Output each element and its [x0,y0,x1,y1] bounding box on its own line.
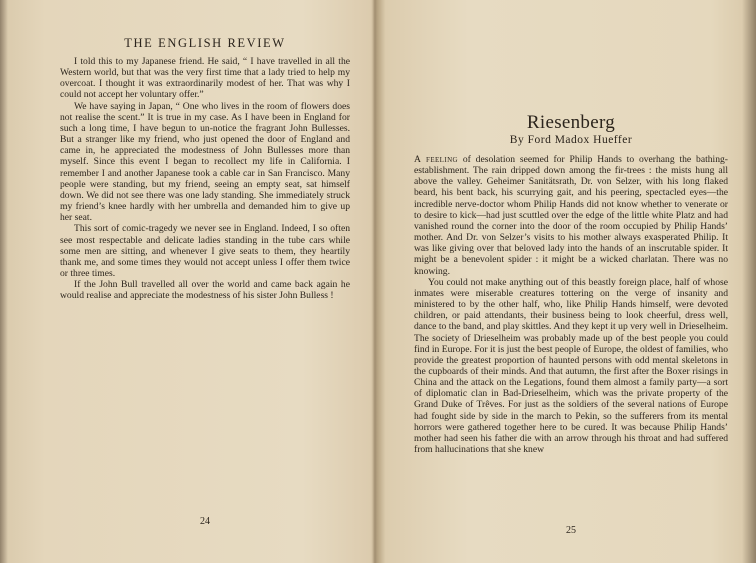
paragraph: If the John Bull travelled all over the world and came back again he would realise and appreciate the modestness of his sister John Bulless ! [60,279,350,302]
paragraph-text: of desolation seemed for Philip Hands to overhang the bathing-establishment. The rain dripped down among the fir-trees : the mists hung all above the valley. Geheimer Sanitätsrath, Dr. von Selzer, with his long flaked beard, his bent back, his scurrying gait, and his peering, spectacled eyes—the incredible nerve-doctor whom Philip Hands did not know whether to venerate or to desire to kick—had just scuttled over the edge of the little white Platz and had vanished round the corner into the door of the room occupied by Philip Hands’ mother. And Dr. von Selzer’s visits to his mother always exasperated Philip. It was like giving over that beloved lady into the hands of an inscrutable spider. It might be a benevolent spider : it might be a wicked charlatan. There was no knowing. [414,154,728,277]
book-gutter [372,0,378,563]
left-page-body [60,56,350,301]
page-number: 24 [200,516,210,527]
paragraph: I told this to my Japanese friend. He said, “ I have travelled in all the Western world, but that was the very first time that a lady tried to help my overcoat. I thought it was extraordinarily modest of her. That was why I could not accept her voluntary offer.” [60,56,350,101]
page-edge-shadow-right [742,0,756,563]
paragraph-opening [414,154,728,277]
article-byline: By Ford Madox Hueffer [509,134,633,146]
right-page-body [414,154,728,455]
running-head: THE ENGLISH REVIEW [124,36,286,50]
lead-small-caps: A feeling [414,154,458,165]
right-page [414,0,728,563]
paragraph: We have saying in Japan, “ One who lives in the room of flowers does not realise the scent.” It is true in my case. As I have been in England for such a long time, I have begun to un-notice the fragrant John Bullesses. But a stranger like my friend, who just opened the door of England and came in, he appreciated the modestness of John Bullesses more than myself. Since this event I began to recollect my life in California. I remember I and another Japanese took a cable car in San Francisco. Many people were standing, but my friend, seeing an empty seat, sat himself down. We did not see there was one lady standing. She immediately struck my friend’s knee hardly with her umbrella and demanded him to give up her seat. [60,100,350,224]
paragraph: This sort of comic-tragedy we never see in England. Indeed, I so often see most respectable and delicate ladies standing in the tube cars while some men are sitting, and whenever I give seats to them, they heartily thank me, and some times they would not accept unless I offer them twice or three times. [60,223,350,279]
page-edge-shadow-left [0,0,8,563]
paragraph: You could not make anything out of this beastly foreign place, half of whose inmates were miserable creatures tottering on the verge of insanity and ministered to by the other half, who, like Philip Hands himself, were devoted children, or paid attendants, their business being to look cheerful, dress well, dance to the band, and play skittles. And they kept it up very well in Drieselheim. The society of Drieselheim was probably made up of the best people you could find in Europe. For it is just the best people of Europe, the oldest of families, who provide the greatest proportion of haunted persons with odd mental skeletons in the cupboards of their minds. And that autumn, the first after the Boxer risings in China and the attack on the Legations, found them almost a family party—a sort of diplomatic clan in Bad-Drieselheim, which was the private property of the Grand Duke of Trêves. For just as the soldiers of the several nations of Europe had fought side by side in the march to Pekin, so the sufferers from its mental horrors were gathered together here to be cured. It was because Philip Hands’ mother had seen his father die with an arrow through his throat and had suffered from hallucinations that she knew [414,276,728,456]
page-number: 25 [566,525,576,536]
article-title: Riesenberg [526,112,616,133]
left-page [60,0,350,563]
